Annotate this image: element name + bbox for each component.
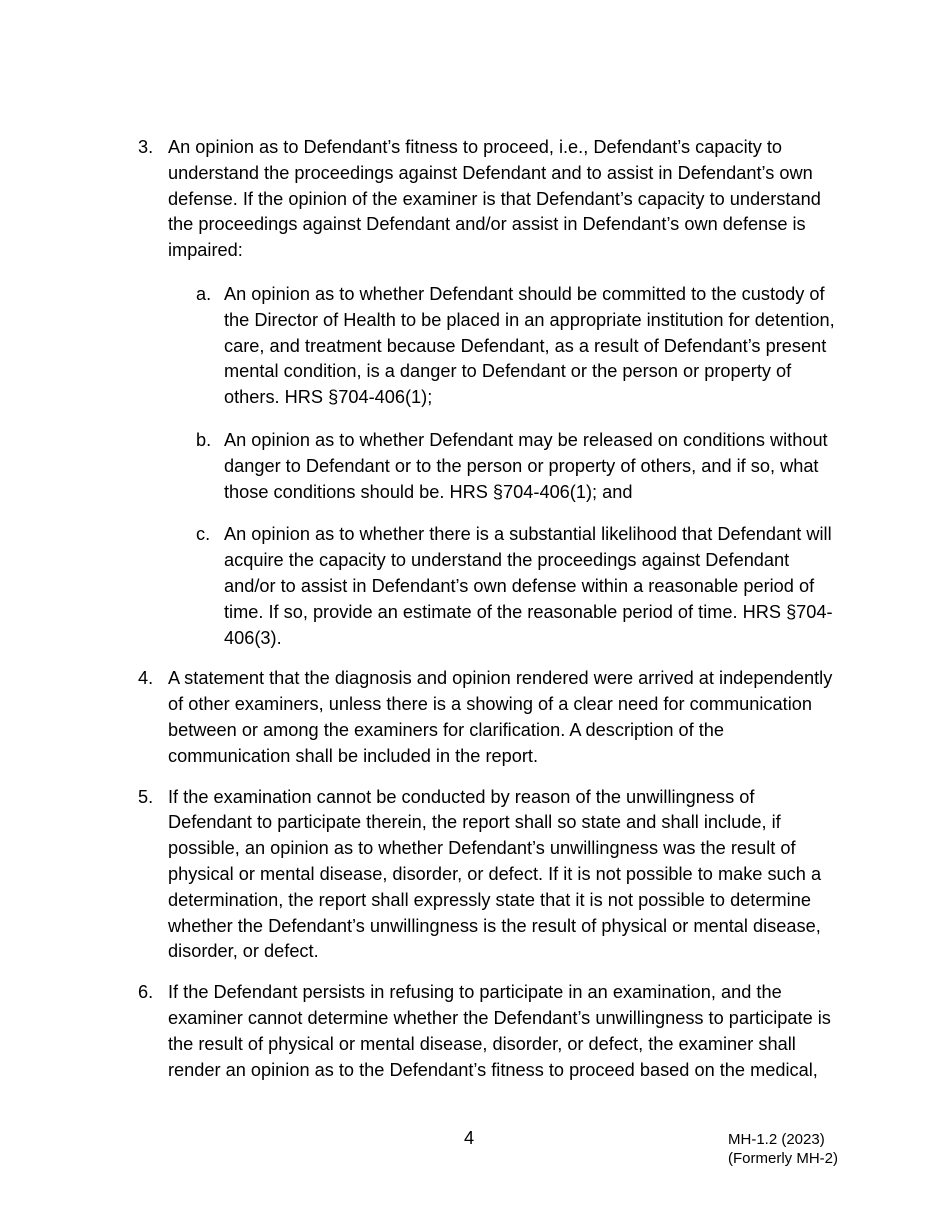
page-number: 4 xyxy=(464,1128,475,1148)
page-content xyxy=(0,135,950,1098)
list-item-text: A statement that the diagnosis and opinion rendered were arrived at independently of other examiners, unless there is a showing of a clear need for communication between or among the examiners for clarification. A description of the communication shall be included in the report. xyxy=(168,668,833,766)
list-item-3 xyxy=(138,135,840,651)
list-item-4 xyxy=(138,666,840,769)
sublist-item-c xyxy=(196,522,840,651)
sublist-item-text: An opinion as to whether Defendant may be released on conditions without danger to Defendant or to the person or property of others, and if so, what those conditions should be. HRS §704-406(1); and xyxy=(224,429,828,502)
form-id-current: MH-1.2 (2023) xyxy=(728,1131,825,1148)
sublist-item-b xyxy=(196,428,840,505)
sublist-item-a xyxy=(196,282,840,411)
list-item-5 xyxy=(138,785,840,966)
list-item-text: An opinion as to Defendant’s fitness to proceed, i.e., Defendant’s capacity to understand the proceedings against Defendant and to assist in Defendant’s own defense. If the opinion of the examiner is that Defendant’s capacity to understand the proceedings against Defendant and/or assist in Defendant’s own defense is impaired: xyxy=(168,137,821,261)
form-id-formerly: (Formerly MH-2) xyxy=(728,1150,838,1167)
list-number: 6. xyxy=(138,982,154,1003)
list-number: 3. xyxy=(138,137,154,157)
list-item-6 xyxy=(138,980,840,1083)
list-item-text: If the examination cannot be conducted by reason of the unwillingness of Defendant to participate therein, the report shall so state and shall include, if possible, an opinion as to whether Defendant’s unwillingness was the result of physical or mental disease, disorder, or defect. If it is not possible to make such a determination, the report shall expressly state that it is not possible to determine whether the Defendant’s unwillingness is the result of physical or mental disease, disorder, or defect. xyxy=(168,786,822,962)
sublist-item-text: An opinion as to whether there is a substantial likelihood that Defendant will acquire the capacity to understand the proceedings against Defendant and/or to assist in Defendant’s own defense within a reasonable period of time. If so, provide an estimate of the reasonable period of time. HRS §704-406(3). xyxy=(224,524,833,648)
sublist-label: c. xyxy=(196,524,211,545)
sublist-item-text: An opinion as to whether Defendant should be committed to the custody of the Director of Health to be placed in an appropriate institution for detention, care, and treatment because Defendant, as a result of Defendant’s present mental condition, is a danger to Defendant or the person or property of others. HRS §704-406(1); xyxy=(224,283,835,408)
sublist xyxy=(168,282,840,651)
list-number: 4. xyxy=(138,668,154,689)
list-item-text: If the Defendant persists in refusing to participate in an examination, and the examiner cannot determine whether the Defendant’s unwillingness to participate is the result of physical or mental disease, disorder, or defect, the examiner shall render an opinion as to the Defendant’s fitness to proceed based on the medical, xyxy=(168,982,831,1080)
sublist-label: a. xyxy=(196,283,212,304)
form-identifier xyxy=(728,1130,838,1168)
list-number: 5. xyxy=(138,786,154,807)
sublist-label: b. xyxy=(196,429,212,450)
